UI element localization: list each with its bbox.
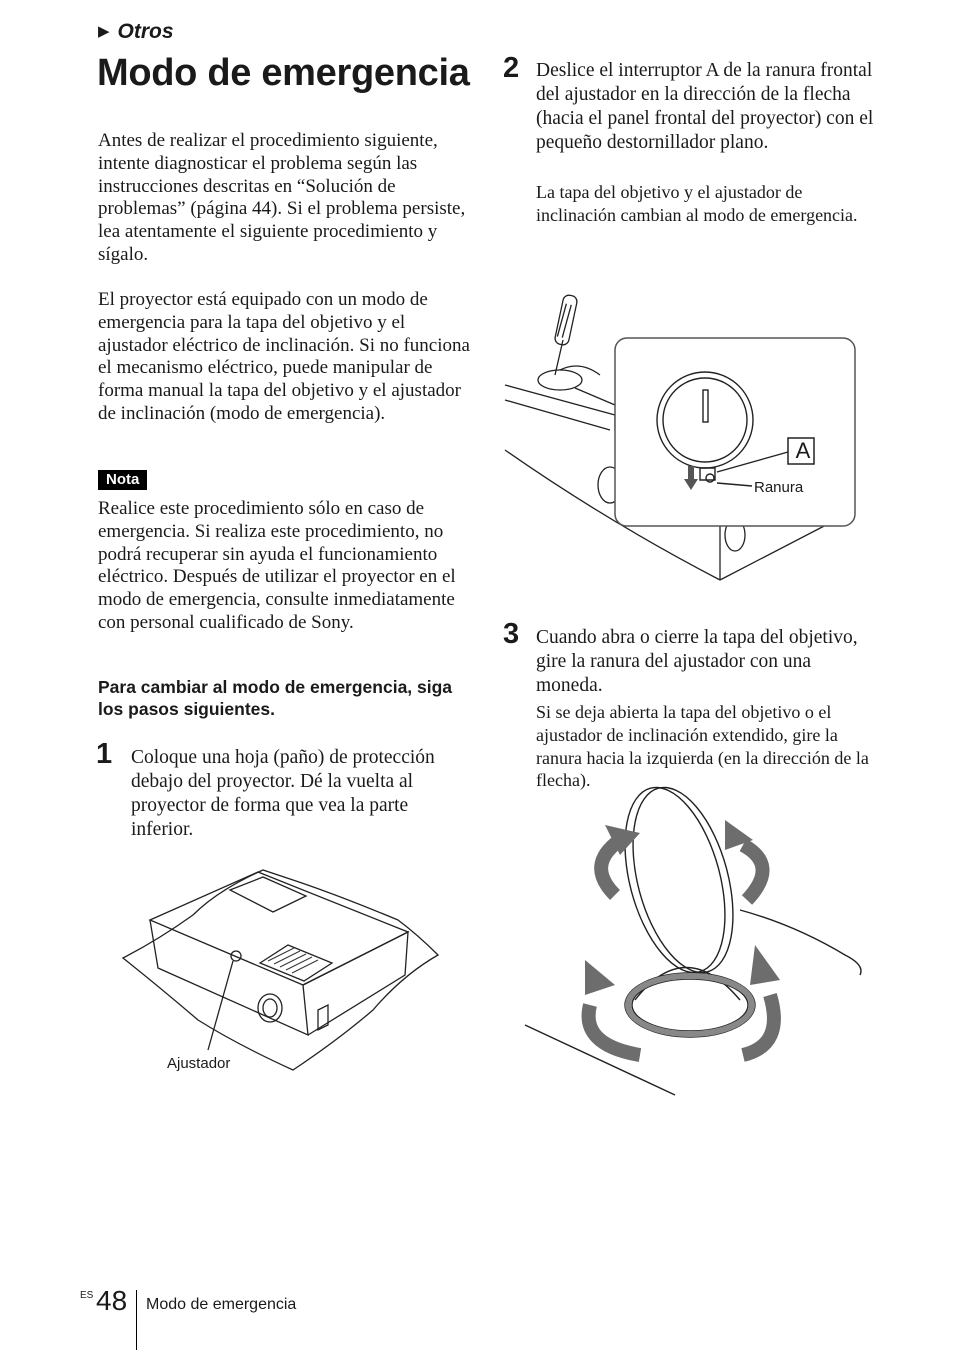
step-2-detail: La tapa del objetivo y el ajustador de inclinación cambian al modo de emergencia. [536,182,858,225]
step-3-text: Cuando abra o cierre la tapa del objetivo, gire la ranura del ajustador con una moneda. [536,627,858,696]
page-title: Modo de emergencia [97,52,470,94]
section-label: Otros [117,20,174,43]
footer-divider [136,1290,137,1350]
footer-section-title: Modo de emergencia [146,1296,297,1313]
step-2-text: Deslice el interruptor A de la ranura frontal del ajustador en la dirección de la flecha (hacia el panel frontal del proyector) con el pequeño destornillador plano. [536,60,874,153]
procedure-subheading: Para cambiar al modo de emergencia, siga los pasos siguientes. [98,677,453,719]
intro-paragraph-2: El proyector está equipado con un modo de emergencia para la tapa del objetivo y el ajustador eléctrico de inclinación. Si no funciona el mecanismo eléctrico, puede manipular de forma manual la tapa del objetivo y el ajustador de inclinación (modo de emergencia). [98,289,470,424]
intro-paragraph-1: Antes de realizar el procedimiento siguiente, intente diagnosticar el problema según las instrucciones descritas en “Solución de problemas” (página 44). Si el problema persiste, lea atentamente el siguiente procedimiento y sígalo. [98,130,466,265]
page-number: 48 [96,1285,128,1316]
triangle-marker-icon: ▶ [98,23,110,40]
step-3-detail: Si se deja abierta la tapa del objetivo o el ajustador de inclinación extendido, gire la ranura hacia la izquierda (en la dirección de la flecha). [536,702,869,791]
note-text: Realice este procedimiento sólo en caso de emergencia. Si realiza este procedimiento, no podrá recuperar sin ayuda el funcionamiento eléctrico. Después de utilizar el proyector en el modo de emergencia, consulte inmediatamente con personal cualificado de Sony. [98,498,456,633]
step-3-number: 3 [503,618,520,650]
language-code: ES [80,1290,94,1301]
lens-cap-rotation-illustration [525,815,865,1095]
section-heading [98,20,174,44]
note-badge: Nota [98,470,147,490]
adjuster-label: Ajustador [167,1055,231,1072]
step-1-text: Coloque una hoja (paño) de protección debajo del proyector. Dé la vuelta al proyector de forma que vea la parte inferior. [131,747,435,840]
step-1-number: 1 [96,738,113,770]
step-2-number: 2 [503,52,520,84]
slot-label: Ranura [754,479,804,496]
switch-a-callout: A [795,438,811,463]
